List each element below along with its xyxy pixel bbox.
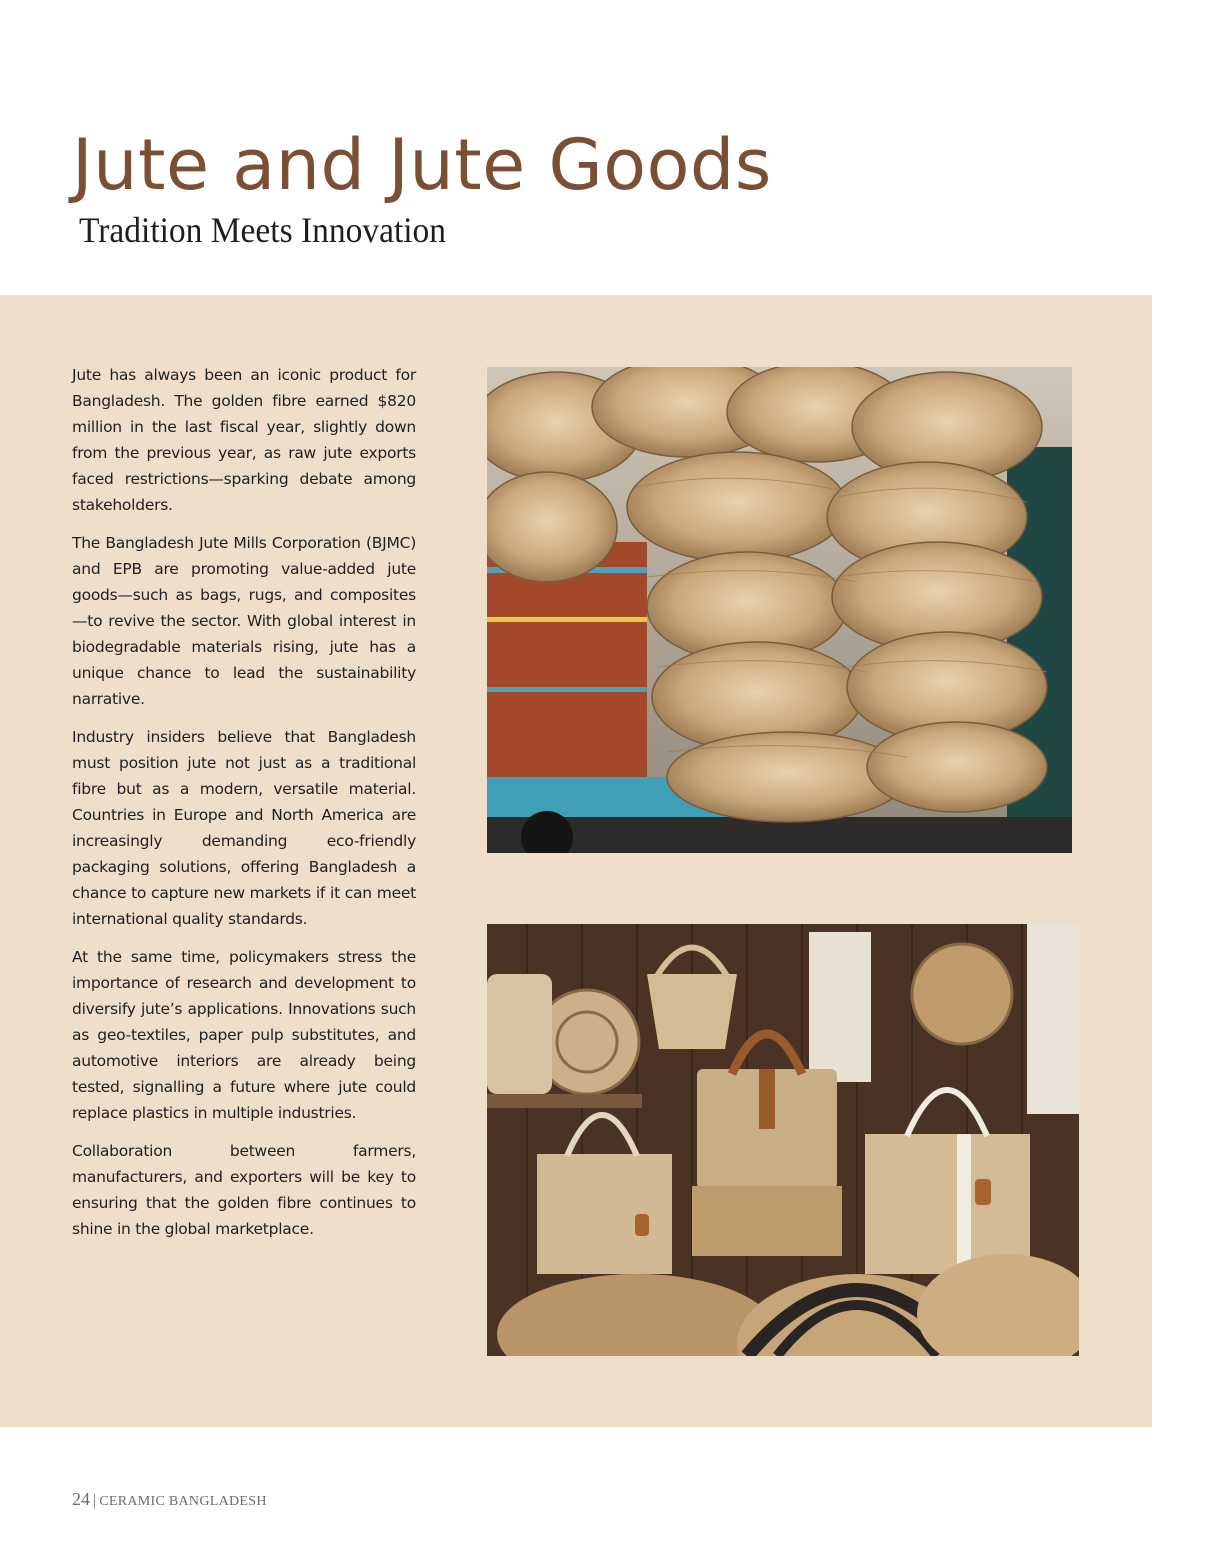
paragraph: At the same time, policymakers stress the importance of research and development to diversify jute’s applications. Innovations such as geo-textiles, paper pulp substitutes, and automotive interiors are already being tested, signalling a future where jute could replace plastics in multiple industries. <box>72 948 416 1122</box>
article-body <box>72 362 416 1254</box>
paragraph: Industry insiders believe that Bangladesh must position jute not just as a traditional fibre but as a modern, versatile material. Countries in Europe and North America are increasingly demanding eco-friendly packaging solutions, offering Bangladesh a chance to capture new markets if it can meet international quality standards. <box>72 728 416 928</box>
paragraph: The Bangladesh Jute Mills Corporation (BJMC) and EPB are promoting value-added jute goods—such as bags, rugs, and composites—to revive the sector. With global interest in biodegradable materials rising, jute has a unique chance to lead the sustainability narrative. <box>72 534 416 708</box>
page-footer <box>72 1489 267 1510</box>
magazine-name: CERAMIC BANGLADESH <box>99 1494 267 1509</box>
paragraph: Jute has always been an iconic product for Bangladesh. The golden fibre earned $820 million in the last fiscal year, slightly down from the previous year, as raw jute exports faced restrictions—sparking debate among stakeholders. <box>72 366 416 514</box>
jute-products-photo <box>487 924 1079 1356</box>
footer-separator: | <box>93 1492 97 1509</box>
page-number: 24 <box>72 1489 90 1509</box>
paragraph: Collaboration between farmers, manufacturers, and exporters will be key to ensuring that the golden fibre continues to shine in the global marketplace. <box>72 1142 416 1238</box>
page-title: Jute and Jute Goods <box>72 124 772 206</box>
jute-truck-photo <box>487 367 1072 853</box>
page-subtitle: Tradition Meets Innovation <box>79 210 447 250</box>
